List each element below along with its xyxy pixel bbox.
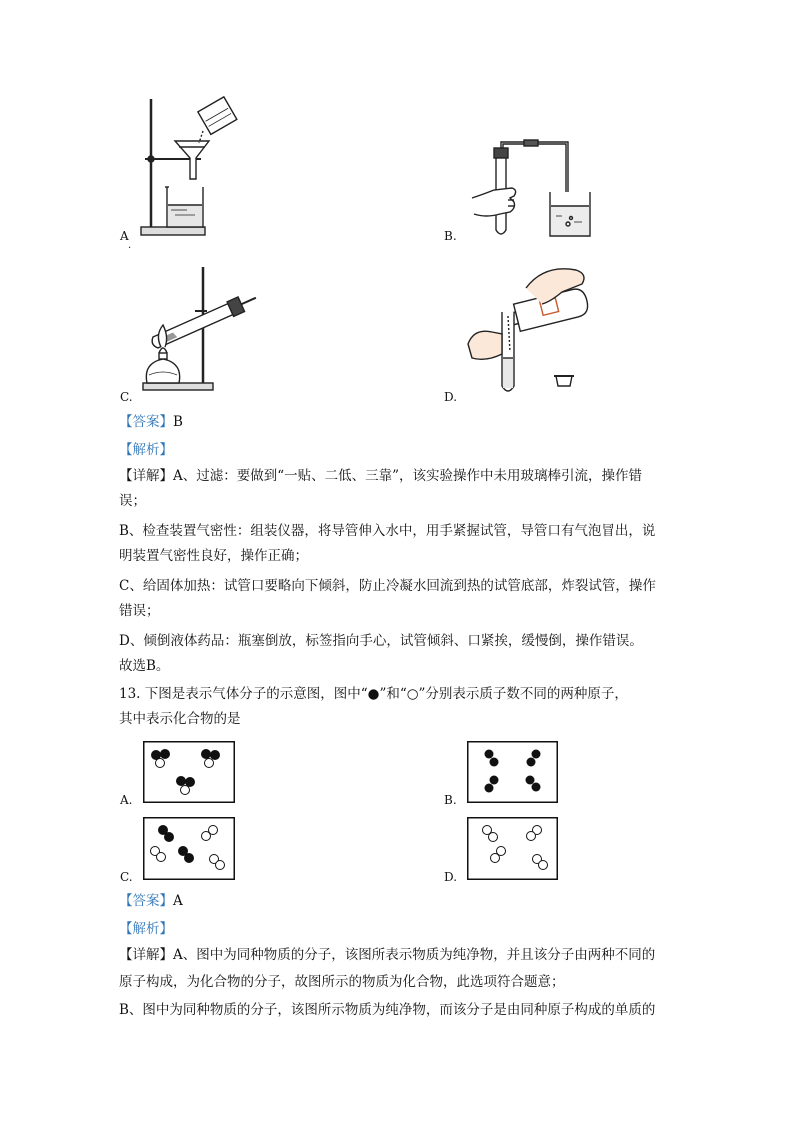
q12-explanation-text: 误； [119, 493, 146, 509]
q12-answer-value: B [173, 414, 183, 430]
option-c-diagram [143, 817, 235, 880]
q12-answer-tag: 【答案】 [119, 414, 173, 430]
q13-stem-line-1: 13. 下图是表示气体分子的示意图，图中“●”和“○”分别表示质子数不同的两种原子， [119, 686, 628, 702]
option-d-diagram [467, 817, 558, 880]
q13-answer-value: A [173, 893, 183, 909]
q13-analysis-tag: 【解析】 [119, 921, 173, 937]
q13-answer-tag: 【答案】 [119, 893, 173, 909]
option-c-label: C. [120, 870, 133, 884]
q12-detail-line-1 [119, 467, 679, 485]
option-b-label: B. [444, 793, 457, 807]
q13-detail-tag: 【详解】 [119, 947, 173, 963]
q12-analysis-tag: 【解析】 [119, 442, 173, 458]
q12-detail-tag: 【详解】 [119, 468, 173, 484]
option-d-label: D. [444, 870, 458, 884]
q13-explanation-text: B、图中为同种物质的分子，该图所示物质为纯净物，而该分子是由同种原子构成的单质的 [119, 1002, 656, 1018]
figure-a-label: A [120, 229, 129, 243]
q12-explanation-text: 明装置气密性良好，操作正确； [119, 548, 308, 564]
figure-c-label: C. [120, 390, 133, 404]
q12-explanation-text: C、给固体加热：试管口要略向下倾斜，防止冷凝水回流到热的试管底部，炸裂试管，操作 [119, 578, 656, 594]
figure-b-airtightness [464, 140, 614, 245]
q12-answer-line [119, 413, 679, 431]
figure-b-label: B. [444, 229, 457, 243]
option-a-label: A. [120, 793, 133, 807]
option-a-diagram [143, 741, 235, 803]
q13-detail-line-1 [119, 946, 679, 964]
q13-stem-line-2: 其中表示化合物的是 [119, 711, 241, 727]
figure-d-label: D. [444, 390, 458, 404]
figure-d-pouring [464, 262, 624, 402]
q12-conclusion: 故选B。 [119, 658, 170, 674]
q12-explanation-text: 错误； [119, 603, 160, 619]
figure-a-filtration [135, 95, 255, 245]
q13-answer-line [119, 892, 679, 910]
q12-explanation-text: D、倾倒液体药品：瓶塞倒放，标签指向手心，试管倾斜、口紧挨，缓慢倒，操作错误。 [119, 633, 643, 649]
q13-explanation-text: 原子构成，为化合物的分子，故图所示的物质为化合物，此选项符合题意； [119, 974, 565, 990]
q12-explanation-text: B、检查装置气密性：组装仪器，将导管伸入水中，用手紧握试管，导管口有气泡冒出，说 [119, 523, 656, 539]
figure-a-dot: . [128, 240, 132, 251]
q13-explanation-text: A、图中为同种物质的分子，该图所表示物质为纯净物，并且该分子由两种不同的 [173, 947, 656, 963]
q12-explanation-text: A、过滤：要做到“一贴、二低、三靠”，该实验操作中未用玻璃棒引流，操作错 [173, 468, 643, 484]
figure-c-heating [137, 265, 277, 395]
option-b-diagram [467, 741, 558, 803]
